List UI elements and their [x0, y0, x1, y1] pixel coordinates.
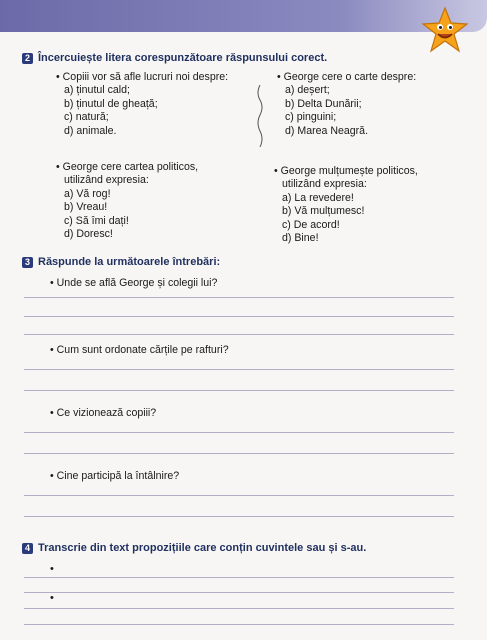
answer-option[interactable]: c) natură; — [64, 111, 109, 124]
question-3: • Ce vizionează copiii? — [50, 407, 157, 419]
answer-line[interactable] — [24, 624, 454, 625]
answer-option[interactable]: d) animale. — [64, 124, 117, 137]
question-1: • Unde se află George și colegii lui? — [50, 277, 218, 289]
answer-option[interactable]: d) Bine! — [282, 232, 319, 245]
answer-line[interactable] — [24, 592, 454, 593]
exercise-4-heading — [22, 542, 366, 554]
answer-line[interactable] — [24, 432, 454, 433]
answer-line[interactable] — [24, 297, 454, 298]
answer-option[interactable]: a) Vă rog! — [64, 187, 111, 200]
exercise-4-instruction: Transcrie din text propozițiile care conțin cuvintele sau și s-au. — [38, 542, 367, 554]
exercise-2-instruction: Încercuiește litera corespunzătoare răspunsului corect. — [38, 52, 328, 64]
answer-line[interactable] — [24, 608, 454, 609]
question-polite-request — [56, 161, 198, 241]
answer-option[interactable]: b) ținutul de gheață; — [64, 97, 158, 110]
answer-option[interactable]: d) Doresc! — [64, 228, 113, 241]
question-george-book — [277, 71, 416, 138]
answer-line[interactable] — [24, 334, 454, 335]
question-2: • Cum sunt ordonate cărțile pe rafturi? — [50, 344, 229, 356]
exercise-2-heading — [22, 52, 327, 64]
answer-option[interactable]: b) Delta Dunării; — [285, 97, 362, 110]
smiling-star-icon — [421, 6, 469, 54]
question-stem: • George mulțumește politicos, — [274, 165, 418, 178]
answer-line[interactable] — [24, 390, 454, 391]
answer-line[interactable] — [24, 516, 454, 517]
question-stem: • Copiii vor să afle lucruri noi despre: — [56, 71, 228, 84]
question-stem: • George cere cartea politicos, — [56, 161, 198, 174]
wavy-divider — [255, 85, 265, 147]
question-stem-cont: utilizând expresia: — [282, 178, 367, 191]
answer-option[interactable]: b) Vreau! — [64, 201, 108, 214]
answer-option[interactable]: c) pinguini; — [285, 111, 337, 124]
answer-option[interactable]: b) Vă mulțumesc! — [282, 205, 365, 218]
answer-line[interactable] — [24, 495, 454, 496]
answer-option[interactable]: d) Marea Neagră. — [285, 124, 369, 137]
question-polite-thanks — [274, 165, 418, 245]
answer-line[interactable] — [24, 577, 454, 578]
exercise-3-instruction: Răspunde la următoarele întrebări: — [38, 256, 221, 268]
question-stem: • George cere o carte despre: — [277, 71, 416, 84]
answer-line[interactable] — [24, 316, 454, 317]
answer-line[interactable] — [24, 369, 454, 370]
exercise-number-badge: 3 — [22, 257, 33, 268]
exercise-number-badge: 2 — [22, 53, 33, 64]
question-4: • Cine participă la întâlnire? — [50, 470, 180, 482]
answer-option[interactable]: c) De acord! — [282, 218, 340, 231]
answer-option[interactable]: a) La revedere! — [282, 191, 354, 204]
answer-line[interactable] — [24, 453, 454, 454]
exercise-3-heading — [22, 256, 220, 268]
question-children-learn — [56, 71, 228, 138]
bullet-marker: • — [50, 563, 54, 575]
exercise-number-badge: 4 — [22, 543, 33, 554]
answer-option[interactable]: c) Să îmi dați! — [64, 214, 129, 227]
header-band — [0, 0, 487, 32]
answer-option[interactable]: a) ținutul cald; — [64, 84, 130, 97]
question-stem-cont: utilizând expresia: — [64, 174, 149, 187]
bullet-marker: • — [50, 592, 54, 604]
answer-option[interactable]: a) deșert; — [285, 84, 330, 97]
